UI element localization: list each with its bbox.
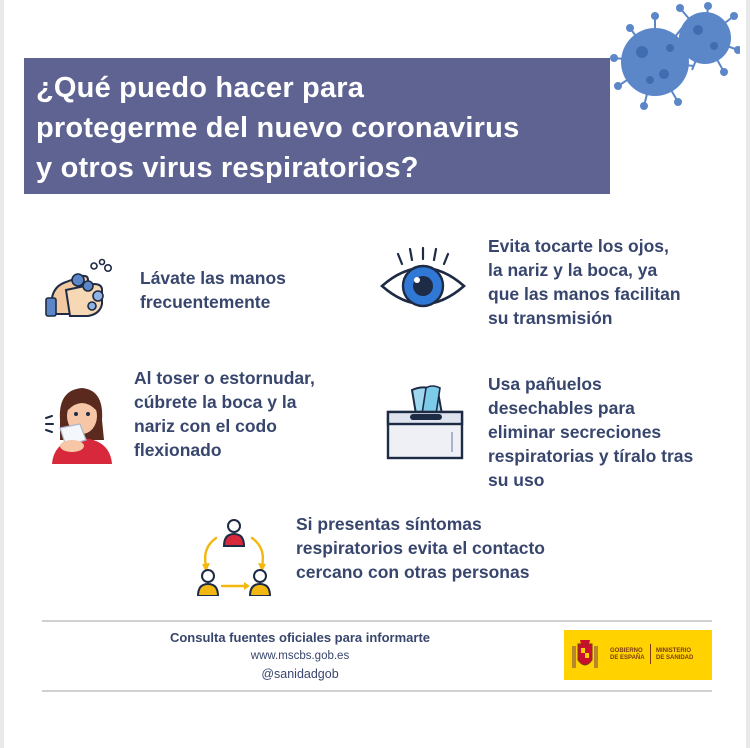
tip-hand-washing bbox=[140, 266, 286, 314]
gobierno-line: DE ESPAÑA bbox=[610, 655, 645, 661]
gobierno-line: GOBIERNO bbox=[610, 648, 643, 654]
tip-line: cúbrete la boca y la bbox=[134, 392, 297, 412]
title-line: y otros virus respiratorios? bbox=[36, 152, 419, 184]
tip-line: su transmisión bbox=[488, 308, 613, 328]
tip-line: la nariz y la boca, ya bbox=[488, 260, 658, 280]
consult-text: Consulta fuentes oficiales para informarte bbox=[169, 630, 431, 645]
logo-divider bbox=[650, 644, 651, 664]
tip-line: cercano con otras personas bbox=[296, 562, 530, 582]
ministerio-line: MINISTERIO bbox=[656, 648, 692, 654]
tip-line: frecuentemente bbox=[140, 292, 271, 312]
tip-line: Si presentas síntomas bbox=[296, 514, 482, 534]
title-line: protegerme del nuevo coronavirus bbox=[36, 112, 520, 144]
tip-line: Lávate las manos bbox=[140, 268, 286, 288]
tip-cough bbox=[134, 366, 315, 462]
tip-line: Evita tocarte los ojos, bbox=[488, 236, 669, 256]
ministerio-line: DE SANIDAD bbox=[656, 655, 694, 661]
social-handle[interactable]: @sanidadgob bbox=[261, 667, 339, 681]
coat-of-arms-icon bbox=[570, 638, 600, 672]
hand-washing-icon bbox=[44, 258, 116, 322]
government-logo bbox=[564, 630, 712, 680]
virus-icon bbox=[600, 0, 740, 120]
title-banner bbox=[24, 58, 610, 194]
tip-line: desechables para bbox=[488, 398, 635, 418]
tip-line: respiratorios evita el contacto bbox=[296, 538, 545, 558]
tip-line: respiratorias y tíralo tras bbox=[488, 446, 694, 466]
people-distance-icon bbox=[194, 516, 274, 596]
tip-line: que las manos facilitan bbox=[488, 284, 681, 304]
website-link[interactable]: www.mscbs.gob.es bbox=[250, 650, 350, 662]
tip-tissues bbox=[488, 372, 693, 492]
tip-line: flexionado bbox=[134, 440, 222, 460]
tip-line: su uso bbox=[488, 470, 545, 490]
sneezing-woman-icon bbox=[42, 380, 116, 464]
divider bbox=[42, 690, 712, 692]
tip-line: nariz con el codo bbox=[134, 416, 277, 436]
title-line: ¿Qué puedo hacer para bbox=[36, 72, 365, 104]
tip-line: eliminar secreciones bbox=[488, 422, 662, 442]
tissue-box-icon bbox=[382, 382, 468, 462]
tip-eyes bbox=[488, 234, 681, 330]
divider bbox=[42, 620, 712, 622]
eye-icon bbox=[378, 246, 468, 318]
tip-contact bbox=[296, 512, 545, 584]
tip-line: Usa pañuelos bbox=[488, 374, 602, 394]
tip-line: Al toser o estornudar, bbox=[134, 368, 315, 388]
